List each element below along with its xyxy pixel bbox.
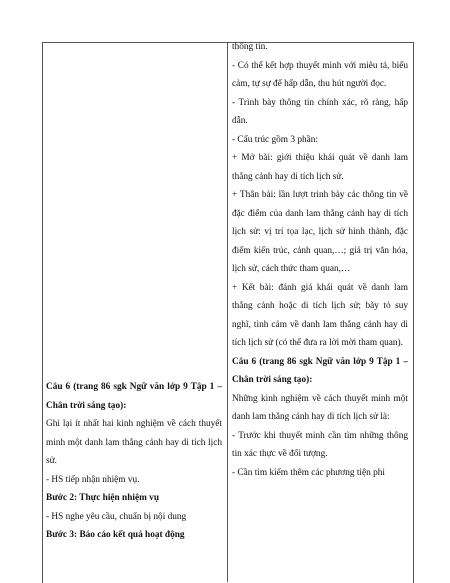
step-note: - HS tiếp nhận nhiệm vụ. (46, 474, 140, 485)
answer-heading: Câu 6 (trang 86 sgk Ngữ văn lớp 9 Tập 1 – Chân trời sáng tạo): (232, 356, 408, 385)
paragraph: - Cần tìm kiếm thêm các phương tiện phi (232, 467, 385, 478)
paragraph: + Mở bài: giới thiệu khái quát về danh lam thắng cảnh hay di tích lịch sử. (232, 153, 408, 182)
paragraph: - Cấu trúc gồm 3 phần: (232, 134, 318, 145)
question-text: Ghi lại ít nhất hai kinh nghiệm về cách thuyết minh một danh lam thắng cảnh hay di tích lịch sử. (46, 419, 222, 466)
question-heading: Câu 6 (trang 86 sgk Ngữ văn lớp 9 Tập 1 – Chân trời sáng tạo): (46, 382, 222, 411)
step-heading: Bước 3: Báo cáo kết quả hoạt động (46, 530, 185, 540)
paragraph: + Kết bài: đánh giá khái quát về danh lam thắng cảnh hoặc di tích lịch sử; bày tỏ suy nghĩ, tình cảm về danh lam thắng cảnh hay di tích lịch sử (có thể đưa ra lời mời tham quan). (232, 282, 408, 348)
step-heading: Bước 2: Thực hiện nhiệm vụ (46, 493, 159, 503)
step-note: - HS nghe yêu cầu, chuẩn bị nội dung (46, 511, 187, 522)
right-column (232, 38, 408, 482)
paragraph: thông tin. (232, 42, 268, 52)
paragraph: - Có thể kết hợp thuyết minh với miêu tả, biểu cảm, tự sự để hấp dẫn, thu hút người đọc. (232, 60, 408, 89)
paragraph: Những kinh nghiệm về cách thuyết minh một danh lam thắng cảnh hay di tích lịch sử là: (232, 393, 408, 422)
paragraph: + Thân bài: lần lượt trình bày các thông tin về đặc điểm của danh lam thắng cảnh hay di tích lịch sử: vị trí tọa lạc, lịch sử hình thành, đặc điểm kiến trúc, cảnh quan,…; giá trị văn hóa, lịch sử, cách thức tham quan,… (232, 190, 408, 274)
column-divider (227, 42, 228, 582)
left-column (46, 378, 222, 545)
paragraph: - Trước khi thuyết minh cần tìm những thông tin xác thực về đối tượng. (232, 430, 408, 459)
paragraph: - Trình bày thông tin chính xác, rõ ràng, hấp dẫn. (232, 97, 408, 126)
